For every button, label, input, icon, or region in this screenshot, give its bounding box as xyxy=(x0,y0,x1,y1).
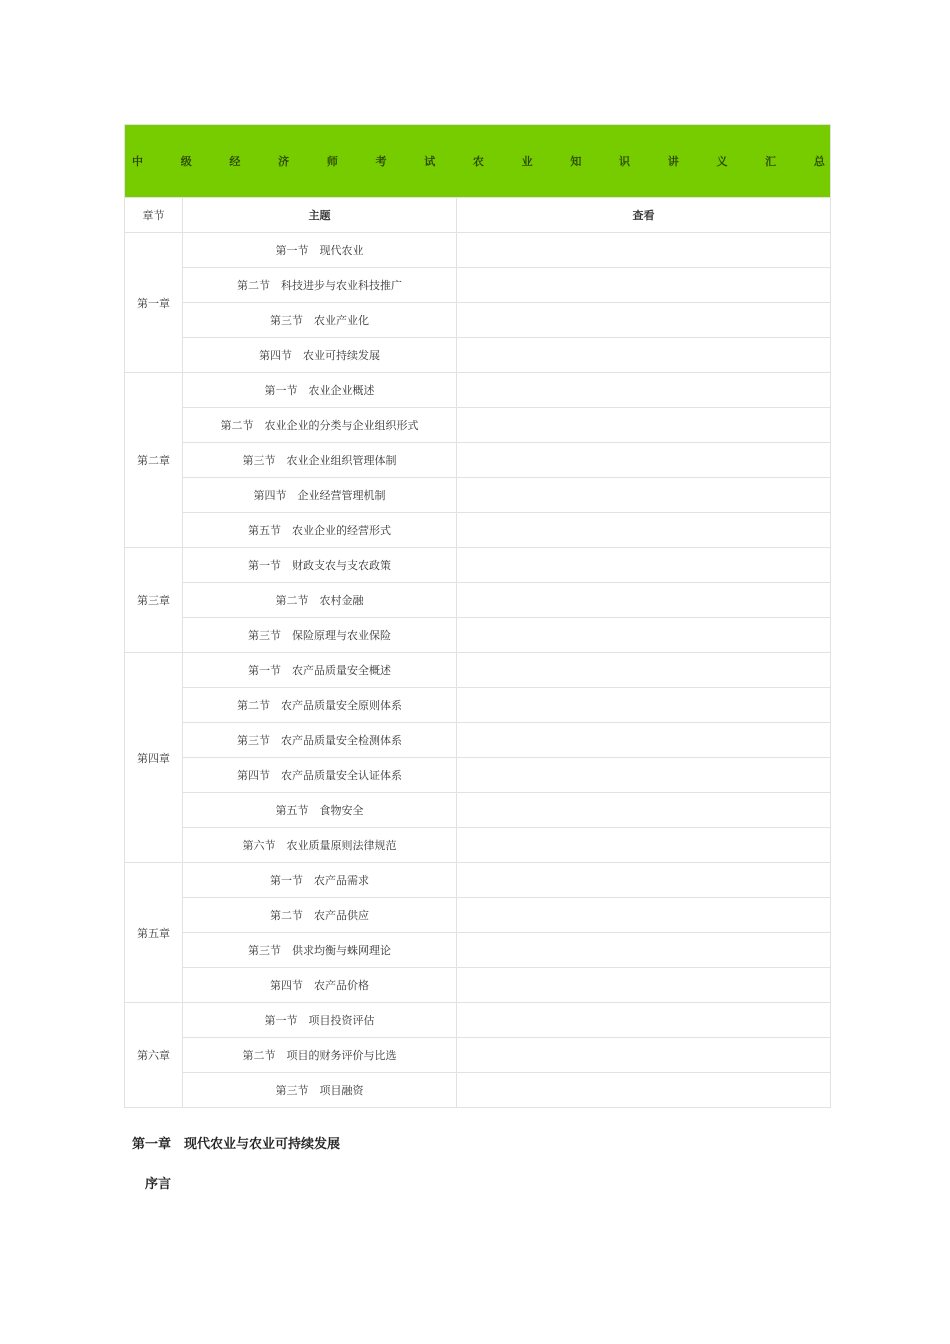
view-cell[interactable] xyxy=(457,688,831,723)
table-row xyxy=(125,618,831,653)
chapter-cell: 第四章 xyxy=(125,653,183,863)
section-cell: 第一节 农产品质量安全概述 xyxy=(183,653,457,688)
view-cell[interactable] xyxy=(457,478,831,513)
view-cell[interactable] xyxy=(457,1038,831,1073)
section-cell: 第四节 农产品价格 xyxy=(183,968,457,1003)
chapter-cell: 第二章 xyxy=(125,373,183,548)
title-row xyxy=(125,125,831,198)
chapter-heading: 第一章 现代农业与农业可持续发展 xyxy=(132,1137,341,1152)
view-cell[interactable] xyxy=(457,828,831,863)
title-char: 经 xyxy=(229,155,241,168)
view-cell[interactable] xyxy=(457,373,831,408)
title-char: 试 xyxy=(424,155,436,168)
view-cell[interactable] xyxy=(457,513,831,548)
view-cell[interactable] xyxy=(457,1003,831,1038)
table-row xyxy=(125,338,831,373)
title-char: 考 xyxy=(375,155,387,168)
table-row xyxy=(125,443,831,478)
title-cell xyxy=(125,125,831,198)
table-row xyxy=(125,268,831,303)
section-cell: 第二节 项目的财务评价与比选 xyxy=(183,1038,457,1073)
title-char: 汇 xyxy=(765,155,777,168)
view-cell[interactable] xyxy=(457,548,831,583)
chapter-cell: 第六章 xyxy=(125,1003,183,1108)
section-cell: 第五节 农业企业的经营形式 xyxy=(183,513,457,548)
table-title xyxy=(125,153,830,169)
section-cell: 第一节 农产品需求 xyxy=(183,863,457,898)
section-cell: 第三节 农业产业化 xyxy=(183,303,457,338)
section-cell: 第三节 农产品质量安全检测体系 xyxy=(183,723,457,758)
title-char: 总 xyxy=(813,155,825,168)
table-row xyxy=(125,303,831,338)
view-cell[interactable] xyxy=(457,968,831,1003)
view-cell[interactable] xyxy=(457,268,831,303)
table-row xyxy=(125,968,831,1003)
table-row xyxy=(125,513,831,548)
table-row xyxy=(125,828,831,863)
toc-table xyxy=(124,124,831,1108)
header-view: 查看 xyxy=(457,198,831,233)
title-char: 师 xyxy=(326,155,338,168)
table-row xyxy=(125,723,831,758)
section-cell: 第一节 现代农业 xyxy=(183,233,457,268)
title-char: 济 xyxy=(278,155,290,168)
title-char: 义 xyxy=(716,155,728,168)
view-cell[interactable] xyxy=(457,758,831,793)
table-row xyxy=(125,898,831,933)
table-row xyxy=(125,1003,831,1038)
header-row xyxy=(125,198,831,233)
preface-heading: 序言 xyxy=(145,1177,172,1192)
section-cell: 第一节 项目投资评估 xyxy=(183,1003,457,1038)
section-cell: 第三节 农业企业组织管理体制 xyxy=(183,443,457,478)
table-row xyxy=(125,408,831,443)
table-row xyxy=(125,793,831,828)
view-cell[interactable] xyxy=(457,233,831,268)
section-cell: 第四节 企业经营管理机制 xyxy=(183,478,457,513)
table-row xyxy=(125,1073,831,1108)
table-row xyxy=(125,688,831,723)
table-row xyxy=(125,1038,831,1073)
view-cell[interactable] xyxy=(457,863,831,898)
table-row xyxy=(125,548,831,583)
table-row xyxy=(125,758,831,793)
view-cell[interactable] xyxy=(457,583,831,618)
section-cell: 第二节 农产品质量安全原则体系 xyxy=(183,688,457,723)
chapter-cell: 第三章 xyxy=(125,548,183,653)
view-cell[interactable] xyxy=(457,898,831,933)
table-row xyxy=(125,933,831,968)
section-cell: 第六节 农业质量原则法律规范 xyxy=(183,828,457,863)
section-cell: 第三节 项目融资 xyxy=(183,1073,457,1108)
section-cell: 第二节 农业企业的分类与企业组织形式 xyxy=(183,408,457,443)
section-cell: 第五节 食物安全 xyxy=(183,793,457,828)
view-cell[interactable] xyxy=(457,933,831,968)
section-cell: 第二节 科技进步与农业科技推广 xyxy=(183,268,457,303)
title-char: 知 xyxy=(570,155,582,168)
section-cell: 第一节 农业企业概述 xyxy=(183,373,457,408)
view-cell[interactable] xyxy=(457,618,831,653)
section-cell: 第三节 保险原理与农业保险 xyxy=(183,618,457,653)
view-cell[interactable] xyxy=(457,653,831,688)
table-row xyxy=(125,653,831,688)
chapter-cell: 第一章 xyxy=(125,233,183,373)
section-cell: 第四节 农产品质量安全认证体系 xyxy=(183,758,457,793)
title-char: 业 xyxy=(521,155,533,168)
table-row xyxy=(125,863,831,898)
view-cell[interactable] xyxy=(457,408,831,443)
view-cell[interactable] xyxy=(457,338,831,373)
table-row xyxy=(125,583,831,618)
title-char: 级 xyxy=(180,155,192,168)
header-chapter: 章节 xyxy=(125,198,183,233)
title-char: 农 xyxy=(472,155,484,168)
section-cell: 第二节 农村金融 xyxy=(183,583,457,618)
section-cell: 第二节 农产品供应 xyxy=(183,898,457,933)
table-row xyxy=(125,233,831,268)
section-cell: 第三节 供求均衡与蛛网理论 xyxy=(183,933,457,968)
title-char: 中 xyxy=(132,155,143,168)
section-cell: 第四节 农业可持续发展 xyxy=(183,338,457,373)
title-char: 讲 xyxy=(667,155,679,168)
view-cell[interactable] xyxy=(457,303,831,338)
view-cell[interactable] xyxy=(457,793,831,828)
view-cell[interactable] xyxy=(457,1073,831,1108)
chapter-cell: 第五章 xyxy=(125,863,183,1003)
title-char: 识 xyxy=(619,155,631,168)
table-row xyxy=(125,373,831,408)
table-row xyxy=(125,478,831,513)
section-cell: 第一节 财政支农与支农政策 xyxy=(183,548,457,583)
header-topic: 主题 xyxy=(183,198,457,233)
view-cell[interactable] xyxy=(457,443,831,478)
view-cell[interactable] xyxy=(457,723,831,758)
